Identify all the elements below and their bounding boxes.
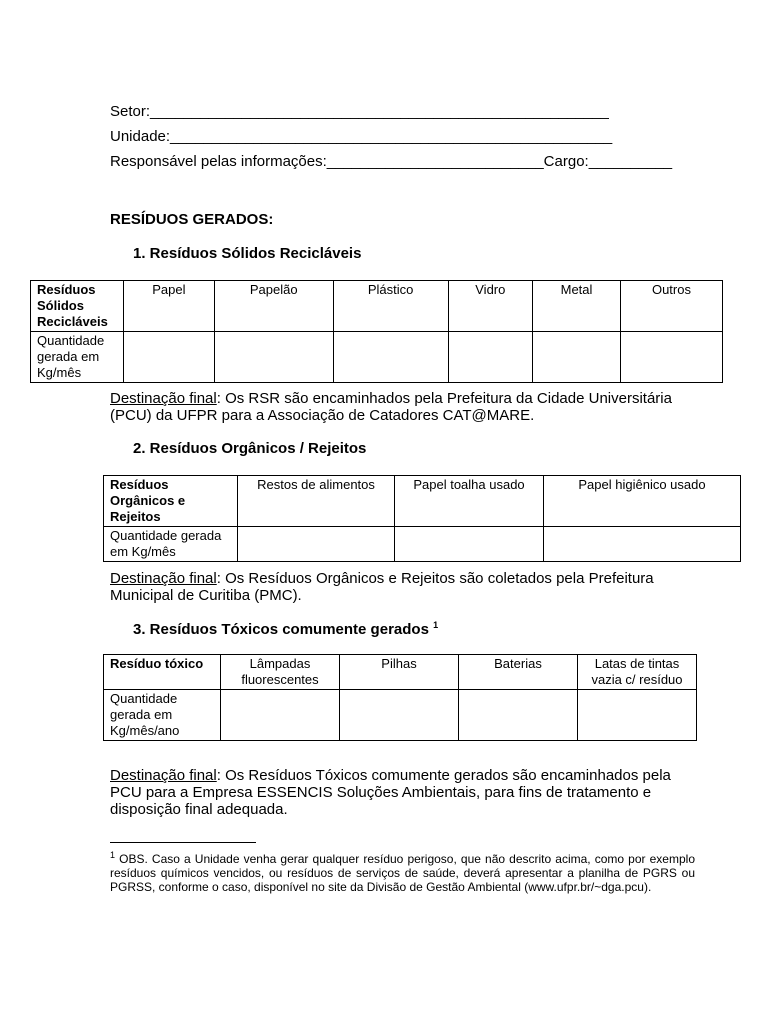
s1-col-papelao: Papelão — [214, 281, 333, 332]
footnote — [110, 848, 695, 894]
s3-footnote-ref: 1 — [433, 620, 439, 630]
s3-destination — [110, 767, 700, 818]
footnote-text: OBS. Caso a Unidade venha gerar qualquer resíduo perigoso, que não descrito acima, como por exemplo resíduos químicos vencidos, ou resíduos de serviços de saúde, deverá apresentar a planilha de PGRS ou PGRSS, conforme o caso, disponível no site da Divisão de Gestão Ambiental (www.ufpr.br/~dga.pcu). — [110, 852, 695, 894]
s2-cell-restos[interactable] — [238, 527, 395, 562]
s3-cell-lampadas[interactable] — [221, 690, 340, 741]
s1-col-papel: Papel — [124, 281, 215, 332]
s3-heading — [133, 620, 438, 638]
s2-col-papel-higienico: Papel higiênico usado — [544, 476, 741, 527]
s3-heading-text: 3. Resíduos Tóxicos comumente gerados — [133, 621, 429, 638]
s3-col-latas: Latas de tintas vazia c/ resíduo — [578, 655, 697, 690]
s3-cell-latas[interactable] — [578, 690, 697, 741]
unidade-field[interactable]: Unidade:_____________________________________________________ — [110, 128, 613, 145]
s2-dest-label: Destinação final — [110, 570, 217, 587]
s1-row-header: Resíduos Sólidos Recicláveis — [31, 281, 124, 332]
s1-cell-papel[interactable] — [124, 332, 215, 383]
s1-destination — [110, 390, 710, 424]
s1-col-metal: Metal — [533, 281, 621, 332]
s2-table — [103, 475, 741, 562]
setor-field[interactable]: Setor:_______________________________________________________ — [110, 103, 609, 120]
s1-cell-papelao[interactable] — [214, 332, 333, 383]
s1-heading: 1. Resíduos Sólidos Recicláveis — [133, 245, 362, 262]
s1-cell-plastico[interactable] — [333, 332, 448, 383]
s3-dest-text: : Os Resíduos Tóxicos comumente gerados são encaminhados pela PCU para a Empresa ESSENCIS Soluções Ambientais, para fins de tratamento e disposição final adequada. — [110, 767, 671, 818]
s2-col-papel-toalha: Papel toalha usado — [395, 476, 544, 527]
s3-col-lampadas: Lâmpadas fluorescentes — [221, 655, 340, 690]
s3-cell-pilhas[interactable] — [340, 690, 459, 741]
s3-row-label: Quantidade gerada em Kg/mês/ano — [104, 690, 221, 741]
s1-table — [30, 280, 723, 383]
s3-row-header: Resíduo tóxico — [104, 655, 221, 690]
footnote-mark: 1 — [110, 850, 116, 860]
s3-col-pilhas: Pilhas — [340, 655, 459, 690]
s2-cell-papel-toalha[interactable] — [395, 527, 544, 562]
s1-col-plastico: Plástico — [333, 281, 448, 332]
s1-cell-outros[interactable] — [620, 332, 722, 383]
s1-col-outros: Outros — [620, 281, 722, 332]
s3-dest-label: Destinação final — [110, 767, 217, 784]
s2-destination — [110, 570, 710, 604]
s3-cell-baterias[interactable] — [459, 690, 578, 741]
s2-heading: 2. Resíduos Orgânicos / Rejeitos — [133, 440, 367, 457]
s2-col-restos: Restos de alimentos — [238, 476, 395, 527]
s1-cell-metal[interactable] — [533, 332, 621, 383]
s1-dest-label: Destinação final — [110, 390, 217, 407]
responsavel-field[interactable]: Responsável pelas informações:__________________________Cargo:__________ — [110, 153, 673, 170]
s2-row-label: Quantidade gerada em Kg/mês — [104, 527, 238, 562]
s1-dest-text: : Os RSR são encaminhados pela Prefeitura da Cidade Universitária (PCU) da UFPR para a Associação de Catadores CAT@MARE. — [110, 390, 672, 424]
section-title: RESÍDUOS GERADOS: — [110, 211, 274, 228]
s3-table — [103, 654, 697, 741]
s1-col-vidro: Vidro — [448, 281, 533, 332]
s2-row-header: Resíduos Orgânicos e Rejeitos — [104, 476, 238, 527]
s1-row-label: Quantidade gerada em Kg/mês — [31, 332, 124, 383]
s1-cell-vidro[interactable] — [448, 332, 533, 383]
s3-col-baterias: Baterias — [459, 655, 578, 690]
footnote-separator — [110, 842, 256, 843]
s2-dest-text: : Os Resíduos Orgânicos e Rejeitos são coletados pela Prefeitura Municipal de Curitiba (PMC). — [110, 570, 654, 604]
s2-cell-papel-higienico[interactable] — [544, 527, 741, 562]
